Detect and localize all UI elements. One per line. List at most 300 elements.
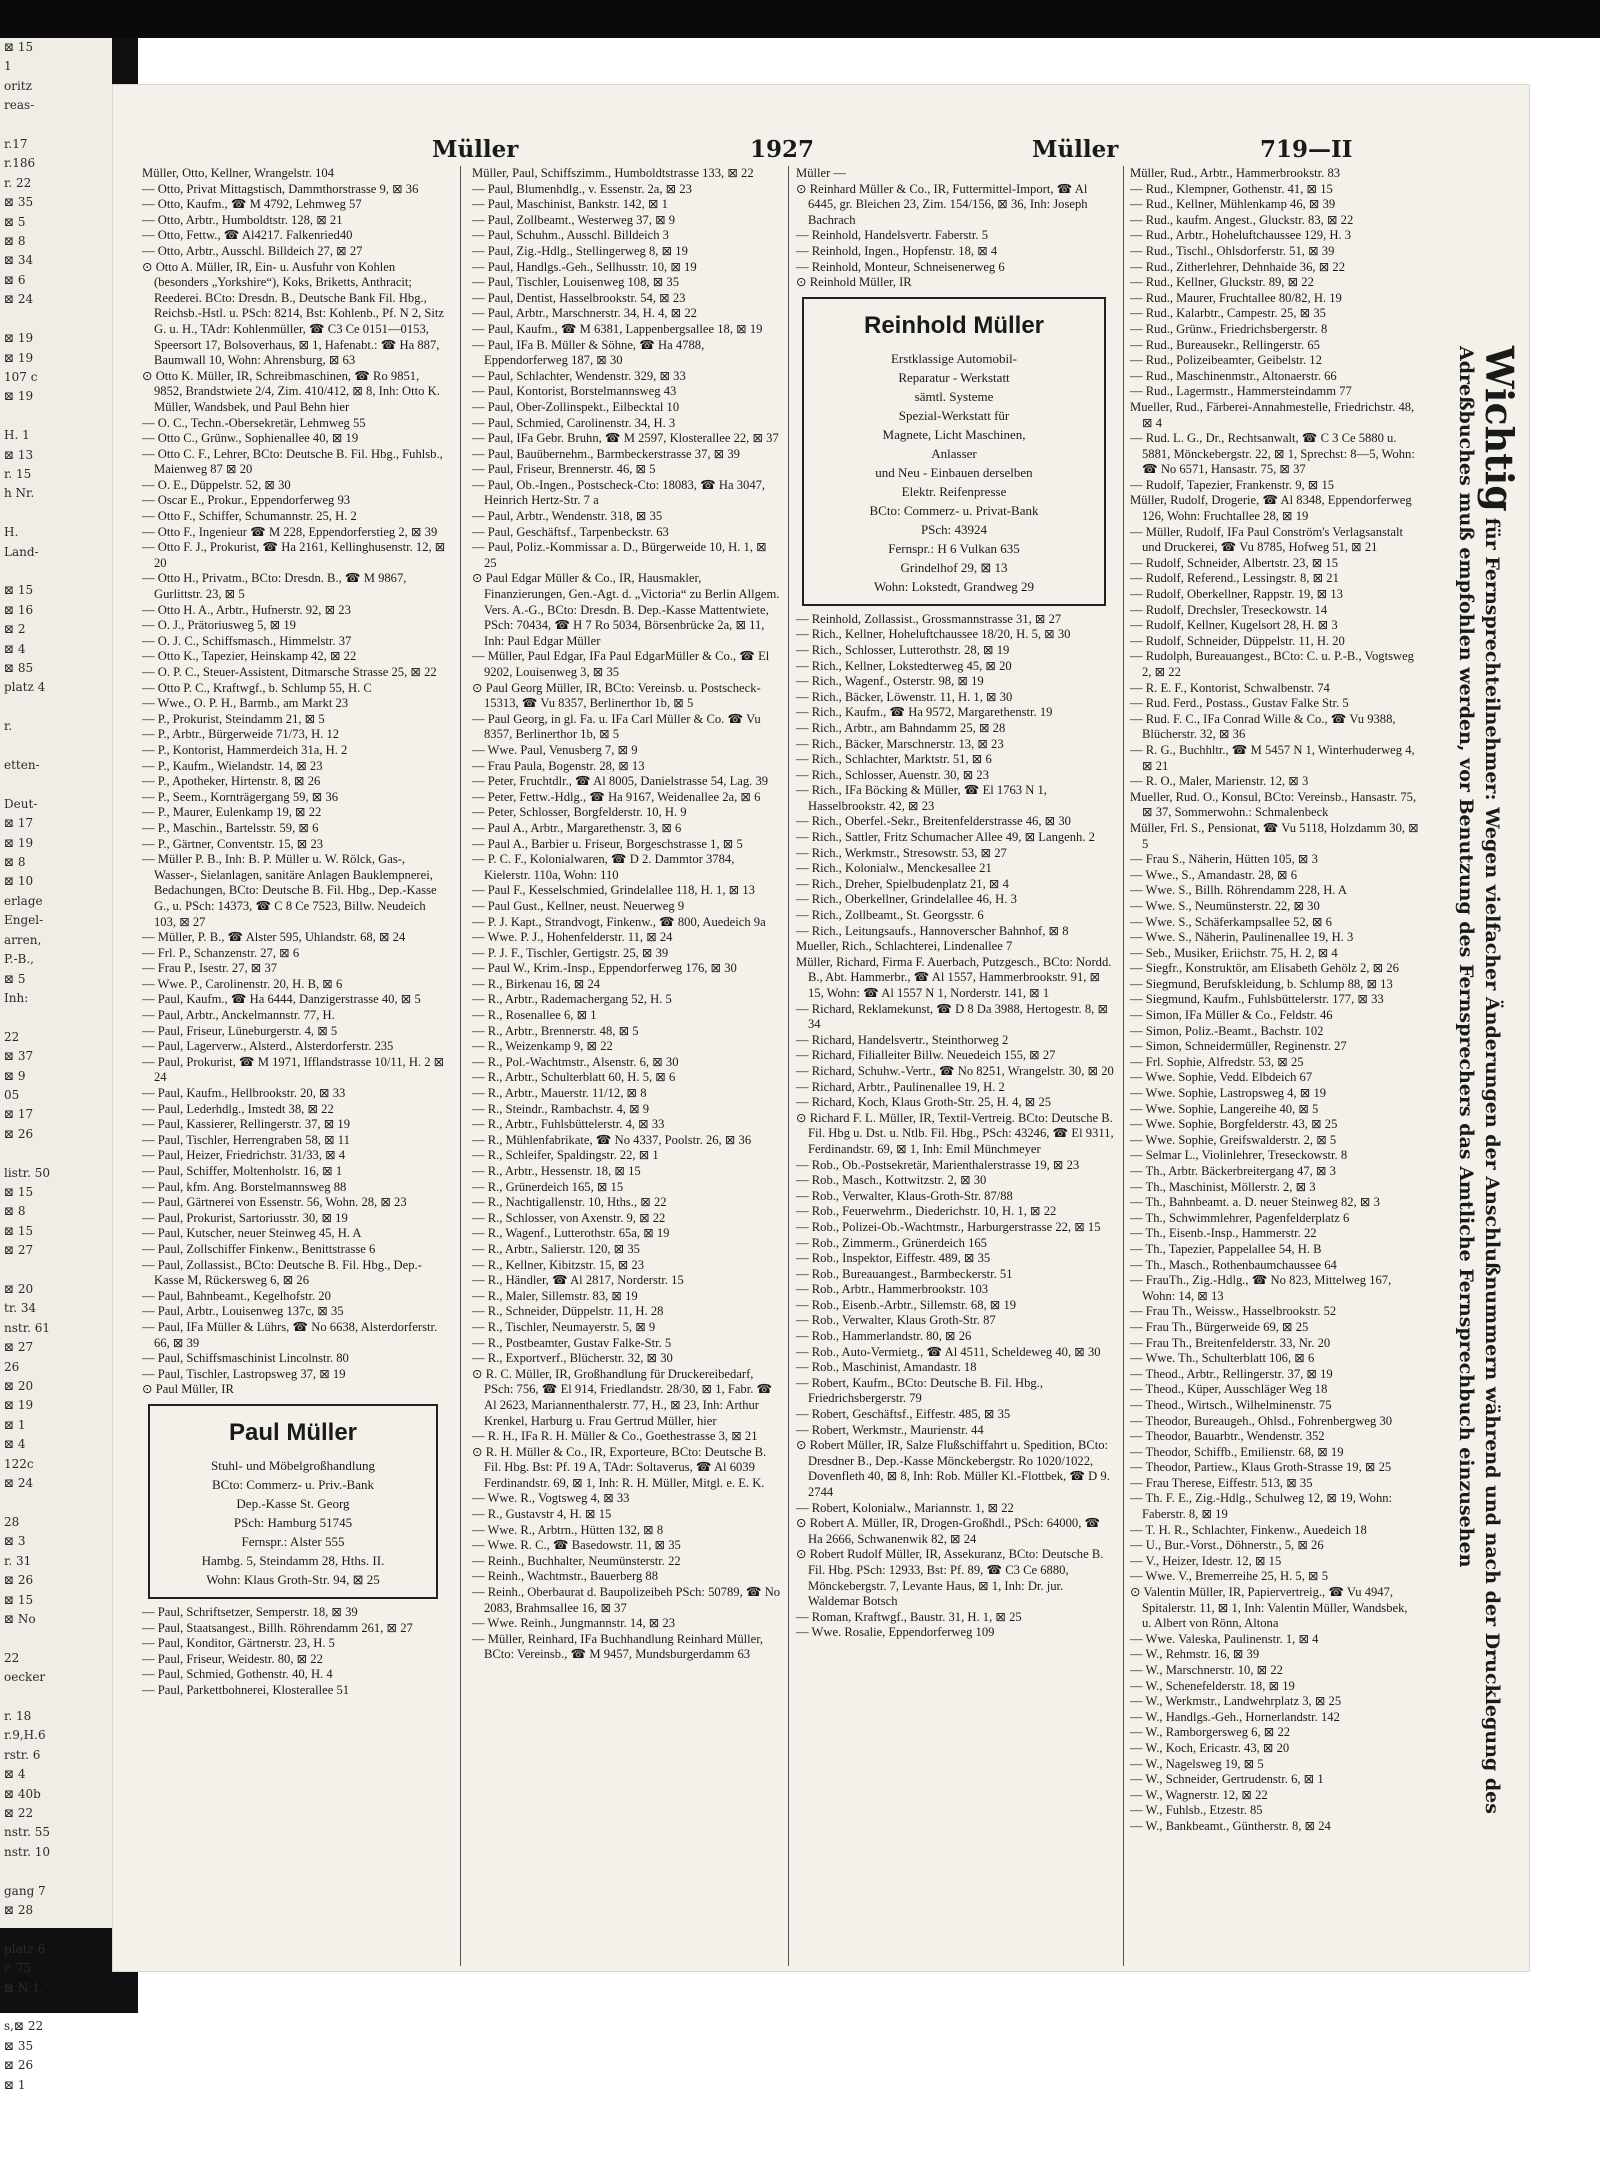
scan-border-top [0,0,1600,38]
directory-entry: — P. J. Kapt., Strandvogt, Finkenw., ☎ 800, Auedeich 9a [472,914,766,929]
directory-entry: — Rich., Bäcker, Löwenstr. 11, H. 1, ⊠ 30 [796,689,1013,704]
directory-entry: — T. H. R., Schlachter, Finkenw., Auedeich 18 [1130,1522,1367,1537]
directory-entry: — Wwe. V., Bremerreihe 25, H. 5, ⊠ 5 [1130,1569,1329,1584]
previous-page-fragment [0,1862,112,1881]
previous-page-fragment: Engel- [4,913,44,928]
directory-entry: — Rud., Bureausekr., Rellingerstr. 65 [1130,337,1320,352]
header-year: 1927 [750,136,815,163]
directory-entry: — Rich., Wagenf., Osterstr. 98, ⊠ 19 [796,674,984,689]
previous-page-fragment: listr. 50 [4,1165,50,1180]
directory-entry: — Rud., Grünw., Friedrichsbergerstr. 8 [1130,321,1328,336]
previous-page-fragment: erlage [4,893,43,908]
directory-entry: — R., Arbtr., Mauerstr. 11/12, ⊠ 8 [472,1086,647,1101]
previous-page-fragment: 05 [4,1087,20,1102]
directory-entry: — Paul, Bahnbeamt., Kegelhofstr. 20 [142,1288,331,1303]
previous-page-fragment: ⊠ 4 [4,1437,26,1452]
previous-page-fragment: 22 [4,1650,20,1665]
directory-entry: — W., Bankbeamt., Güntherstr. 8, ⊠ 24 [1130,1818,1331,1833]
directory-entry: — Theod., Arbtr., Rellingerstr. 37, ⊠ 19 [1130,1366,1333,1381]
directory-entry: — P., Kontorist, Hammerdeich 31a, H. 2 [142,742,348,757]
directory-entry: — Paul, Blumenhdlg., v. Essenstr. 2a, ⊠ 23 [472,181,692,196]
directory-entry: — W., Nagelsweg 19, ⊠ 5 [1130,1756,1264,1771]
advertisement-box [148,1404,438,1599]
directory-entry: — Frau Th., Weissw., Hasselbrookstr. 52 [1130,1304,1337,1319]
directory-entry: — Richard, Schuhw.-Vertr., ☎ No 8251, Wrangelstr. 30, ⊠ 20 [796,1063,1114,1078]
directory-entry: — Paul, Arbtr., Wendenstr. 318, ⊠ 35 [472,509,663,524]
page-header [112,84,1530,166]
previous-page-fragment: nstr. 55 [4,1825,51,1840]
previous-page-fragment: ⊠ 24 [4,1476,34,1491]
previous-page-fragment [0,407,112,426]
directory-entry: ⊙ Otto K. Müller, IR, Schreibmaschinen, ☎ Ro 9851, 9852, Brandstwiete 2/4, Zim. 410/412, ⊠ 8, Inh: Otto K. Müller, Wandsbek, und Paul Behn hier [142,368,440,414]
directory-column-3 [796,166,1116,1966]
column-divider [460,166,461,1966]
directory-entry: — P., Maschin., Bartelsstr. 59, ⊠ 6 [142,820,319,835]
directory-entry: — Rud., Kellner, Gluckstr. 89, ⊠ 22 [1130,275,1314,290]
directory-entry: — R., Schneider, Düppelstr. 11, H. 28 [472,1304,664,1319]
directory-entry: — Rudolf, Tapezier, Frankenstr. 9, ⊠ 15 [1130,477,1335,492]
advertisement-line: Wohn: Lokstedt, Grandweg 29 [874,578,1034,594]
directory-entry: — Theodor, Bureaugeh., Ohlsd., Fohrenbergweg 30 [1130,1413,1393,1428]
directory-entry: — Paul, kfm. Ang. Borstelmannsweg 88 [142,1179,347,1194]
advertisement-line: PSch: 43924 [920,521,988,537]
previous-page-fragment: ⊠ 15 [4,583,34,598]
directory-entry: — R., Pol.-Wachtmstr., Alsenstr. 6, ⊠ 30 [472,1054,679,1069]
previous-page-fragment: 1 [4,59,12,74]
directory-entry: — R., Postbeamter, Gustav Falke-Str. 5 [472,1335,672,1350]
directory-entry: — P., Seem., Kornträgergang 59, ⊠ 36 [142,789,339,804]
directory-entry: — Paul, Heizer, Friedrichstr. 31/33, ⊠ 4 [142,1148,346,1163]
directory-entry: — Paul, Kaufm., ☎ M 6381, Lappenbergsallee 18, ⊠ 19 [472,321,763,336]
directory-entry: — Rud., Kalarbtr., Campestr. 25, ⊠ 35 [1130,306,1326,321]
previous-page-fragment [0,1688,112,1707]
advertisement-line: Wohn: Klaus Groth-Str. 94, ⊠ 25 [206,1571,380,1587]
directory-entry: ⊙ Robert A. Müller, IR, Drogen-Großhdl., PSch: 64000, ☎ Ha 2666, Schwanenwik 82, ⊠ 24 [796,1516,1101,1546]
directory-entry: — Wwe. P. J., Hohenfelderstr. 11, ⊠ 24 [472,930,673,945]
directory-entry: — Otto H. A., Arbtr., Hufnerstr. 92, ⊠ 23 [142,602,351,617]
directory-entry: — Müller, P. B., ☎ Alster 595, Uhlandstr. 68, ⊠ 24 [142,930,406,945]
directory-entry: — Th. F. E., Zig.-Hdlg., Schulweg 12, ⊠ 19, Wohn: Faberstr. 8, ⊠ 19 [1130,1491,1393,1522]
directory-entry: ⊙ Valentin Müller, IR, Papiervertreig., ☎ Vu 4947, Spitalerstr. 11, ⊠ 1, Inh: Valentin Müller, Wandsbek, u. Albert von Rönn, Altona [1130,1585,1408,1631]
directory-entry: — Rich., Arbtr., am Bahndamm 25, ⊠ 28 [796,720,1006,735]
directory-entry: — Siegfr., Konstruktör, am Elisabeth Gehölz 2, ⊠ 26 [1130,961,1399,976]
previous-page-fragment: nstr. 10 [4,1844,51,1859]
directory-entry: — Paul, Staatsangest., Billh. Röhrendamm 261, ⊠ 27 [142,1620,413,1635]
directory-entry: — Otto, Privat Mittagstisch, Dammthorstrasse 9, ⊠ 36 [142,181,419,196]
previous-page-fragment: ⊠ 26 [4,2058,34,2073]
previous-page-fragment: r. 18 [4,1708,32,1723]
previous-page-fragment [0,1920,112,1939]
directory-entry: — R., Arbtr., Salierstr. 120, ⊠ 35 [472,1241,640,1256]
directory-entry: — Paul A., Arbtr., Margarethenstr. 3, ⊠ 6 [472,820,682,835]
directory-entry: — P., Arbtr., Bürgerweide 71/73, H. 12 [142,727,340,742]
directory-entry: — Richard, Arbtr., Paulinenallee 19, H. 2 [796,1079,1005,1094]
directory-entry: — Otto F. J., Prokurist, ☎ Ha 2161, Kellinghusenstr. 12, ⊠ 20 [142,540,446,570]
directory-entry: — P. C. F., Kolonialwaren, ☎ D 2. Dammtor 3784, Kielerstr. 110a, Wohn: 110 [472,852,735,882]
previous-page-fragment: ⊠ 15 [4,1592,34,1607]
directory-entry: — Wwe. S., Schäferkampsallee 52, ⊠ 6 [1130,914,1332,929]
directory-entry: — Paul, Kontorist, Borstelmannsweg 43 [472,384,677,399]
directory-entry: — Rob., Bureauangest., Barmbeckerstr. 51 [796,1266,1013,1281]
directory-entry: — W., Rehmstr. 16, ⊠ 39 [1130,1647,1260,1662]
advertisement-line: PSch: Hamburg 51745 [233,1514,353,1530]
directory-entry: — Rich., Kellner, Hoheluftchaussee 18/20, H. 5, ⊠ 30 [796,627,1071,642]
previous-page-fragment [0,504,112,523]
directory-entry: — Paul, Zollassist., BCto: Deutsche B. Fil. Hbg., Dep.-Kasse M, Rückersweg 6, ⊠ 26 [142,1257,422,1288]
directory-entry: — Frl. Sophie, Alfredstr. 53, ⊠ 25 [1130,1054,1304,1069]
directory-entry: Müller — [796,166,847,180]
directory-entry: — Paul, Ober-Zollinspekt., Eilbecktal 10 [472,399,680,414]
directory-page [112,84,1530,1972]
directory-entry: — Rich., Sattler, Fritz Schumacher Allee 49, ⊠ Langenh. 2 [796,830,1095,845]
directory-entry: — FrauTh., Zig.-Hdlg., ☎ No 823, Mittelweg 167, Wohn: 14, ⊠ 13 [1130,1273,1392,1303]
previous-page-fragment [0,1144,112,1163]
previous-page-fragment: ⊠ 10 [4,874,34,889]
directory-entry: — Wwe. Sophie, Langereihe 40, ⊠ 5 [1130,1101,1319,1116]
previous-page-fragment: 122c [4,1456,34,1471]
previous-page-fragment: arren, [4,932,42,947]
directory-entry: — W., Werkmstr., Landwehrplatz 3, ⊠ 25 [1130,1694,1342,1709]
directory-entry: — Rudolf, Schneider, Albertstr. 23, ⊠ 15 [1130,555,1339,570]
directory-entry: — Otto C., Grünw., Sophienallee 40, ⊠ 19 [142,431,359,446]
directory-entry: — Richard, Reklamekunst, ☎ D 8 Da 3988, Hertogestr. 8, ⊠ 34 [796,1001,1108,1032]
directory-entry: — Wwe. Sophie, Vedd. Elbdeich 67 [1130,1070,1313,1085]
directory-entry: — Rich., Kolonialw., Menckesallee 21 [796,861,992,876]
directory-entry: — Paul, Schiffer, Moltenholstr. 16, ⊠ 1 [142,1164,343,1178]
notice-text: für Fernsprechteilnehmer: Wegen vielfacher Änderungen der Anschlußnummern während und nach der Drucklegung des Adreßbuches muß empfohlen werden, vor Benutzung des Fernsprechers das Amtliche Fernsprechbuch einzusehen [1455,346,1503,1814]
previous-page-fragment: ⊠ 3 [4,1534,26,1549]
previous-page-fragment: platz 6 [4,1941,46,1956]
directory-entry: — Reinh., Buchhalter, Neumünsterstr. 22 [472,1553,681,1568]
previous-page-fragment: ⊠ 4 [4,1767,26,1782]
directory-entry: — Wwe. Sophie, Lastropsweg 4, ⊠ 19 [1130,1086,1327,1101]
previous-page-fragment: ⊠ 24 [4,292,34,307]
directory-entry: — Rich., Oberkellner, Grindelallee 46, H. 3 [796,892,1017,907]
directory-entry: — Rob., Ob.-Postsekretär, Marienthalerstrasse 19, ⊠ 23 [796,1157,1080,1172]
directory-entry: — R., Weizenkamp 9, ⊠ 22 [472,1039,613,1054]
previous-page-fragment [0,737,112,756]
advertisement-line: Fernspr.: Alster 555 [241,1533,345,1549]
directory-entry: — W., Schneider, Gertrudenstr. 6, ⊠ 1 [1130,1772,1324,1787]
directory-entry: — Paul, Lagerverw., Alsterd., Alsterdorferstr. 235 [142,1039,394,1054]
directory-entry: — Paul, Arbtr., Louisenweg 137c, ⊠ 35 [142,1304,344,1319]
previous-page-fragment: oecker [4,1670,46,1685]
directory-column-1 [142,166,448,1966]
directory-entry: — Wwe. Paul, Venusberg 7, ⊠ 9 [472,742,638,757]
previous-page-fragment: 28 [4,1514,20,1529]
directory-entry: — P., Apotheker, Hirtenstr. 8, ⊠ 26 [142,774,321,789]
previous-page-fragment: Deut- [4,796,38,811]
directory-entry: — R., Wagenf., Lutterothstr. 65a, ⊠ 19 [472,1226,670,1241]
directory-entry: ⊙ R. H. Müller & Co., IR, Exporteure, BCto: Deutsche B. Fil. Hbg. Bst: Pf. 19 A, TAdr: Soltaverus, ☎ Al 6039 Ferdinandstr. 69, ⊠ 1, Inh: R. H. Müller, Mitgl. e. E. K. [472,1444,767,1490]
directory-entry: — Richard, Filialleiter Billw. Neuedeich 155, ⊠ 27 [796,1048,1056,1063]
directory-entry: — Paul, Schlachter, Wendenstr. 329, ⊠ 33 [472,368,686,383]
directory-entry: — R. H., IFa R. H. Müller & Co., Goethestrasse 3, ⊠ 21 [472,1429,758,1444]
directory-entry: — Wwe., S., Amandastr. 28, ⊠ 6 [1130,867,1298,882]
directory-entry: — Otto P. C., Kraftwgf., b. Schlump 55, H. C [142,680,372,695]
directory-entry: — Th., Tapezier, Pappelallee 54, H. B [1130,1241,1322,1256]
directory-entry: — Th., Maschinist, Möllerstr. 2, ⊠ 3 [1130,1179,1316,1194]
directory-entry: — Rud., Maschinenmstr., Altonaerstr. 66 [1130,368,1337,383]
directory-entry: — O. C., Techn.-Obersekretär, Lehmweg 55 [142,415,366,430]
previous-page-fragment: platz 4 [4,680,46,695]
advertisement-title: Paul Müller [228,1418,358,1446]
directory-column-2 [472,166,782,1966]
directory-entry: — Paul, Tischler, Herrengraben 58, ⊠ 11 [142,1132,350,1147]
directory-entry: — Reinh., Wachtmstr., Bauerberg 88 [472,1569,658,1584]
previous-page-fragment: nstr. 61 [4,1320,51,1335]
previous-page-fragment: ⊠ 8 [4,234,26,249]
directory-entry: — R., Birkenau 16, ⊠ 24 [472,976,601,991]
directory-entry: — Rich., Oberfel.-Sekr., Breitenfelderstrasse 46, ⊠ 30 [796,814,1071,829]
previous-page-fragment: r.17 [4,137,28,152]
directory-entry: — Reinhold, Monteur, Schneisenerweg 6 [796,259,1005,274]
previous-page-fragment: ⊠ 34 [4,253,34,268]
directory-entry: — Rud., Lagermstr., Hammersteindamm 77 [1130,384,1352,399]
directory-entry: — Paul, Kassierer, Rellingerstr. 37, ⊠ 19 [142,1117,351,1132]
directory-entry: — Paul, Kutscher, neuer Steinweg 45, H. A [142,1226,362,1241]
directory-entry: — R., Kellner, Kibitzstr. 15, ⊠ 23 [472,1257,645,1272]
previous-page-fragment: r.186 [4,156,36,171]
directory-entry: ⊙ Paul Müller, IR [142,1382,234,1397]
directory-entry: — Theod., Küper, Ausschläger Weg 18 [1130,1382,1328,1397]
directory-entry: — Otto, Arbtr., Humboldtstr. 128, ⊠ 21 [142,212,343,227]
directory-entry: — P., Prokurist, Steindamm 21, ⊠ 5 [142,711,325,726]
directory-entry: — Rud., Kellner, Mühlenkamp 46, ⊠ 39 [1130,197,1336,212]
previous-page-edge [0,38,112,2092]
directory-entry: — Wwe. R., Arbtrn., Hütten 132, ⊠ 8 [472,1522,664,1537]
directory-entry: — Paul, Arbtr., Marschnerstr. 34, H. 4, ⊠ 22 [472,306,697,321]
directory-entry: — Paul W., Krim.-Insp., Eppendorferweg 176, ⊠ 30 [472,961,737,976]
previous-page-fragment: H. 1 [4,428,30,443]
advertisement-line: Magnete, Licht Maschinen, [882,426,1026,442]
previous-page-fragment [0,310,112,329]
directory-entry: — Wwe. Sophie, Greifswalderstr. 2, ⊠ 5 [1130,1132,1337,1147]
directory-entry: ⊙ Reinhold Müller, IR [796,275,912,290]
directory-entry: — W., Ramborgersweg 6, ⊠ 22 [1130,1725,1291,1740]
previous-page-fragment: ⊠ 40b [4,1786,41,1801]
directory-entry: — Paul, Konditor, Gärtnerstr. 23, H. 5 [142,1636,335,1651]
directory-entry: — Paul, Poliz.-Kommissar a. D., Bürgerweide 10, H. 1, ⊠ 25 [472,540,767,570]
previous-page-fragment: r. 31 [4,1553,32,1568]
directory-entry: — R., Rosenallee 6, ⊠ 1 [472,1008,597,1023]
previous-page-fragment: ⊠ 27 [4,1243,34,1258]
previous-page-fragment: Inh: [4,990,29,1005]
directory-entry: — Rud. F. C., IFa Conrad Wille & Co., ☎ Vu 9388, Blücherstr. 32, ⊠ 36 [1130,711,1396,742]
directory-entry: — Paul, Tischler, Louisenweg 108, ⊠ 35 [472,275,679,290]
previous-page-fragment [0,562,112,581]
directory-entry: Müller, Paul, Schiffszimm., Humboldtstrasse 133, ⊠ 22 [472,166,754,180]
previous-page-fragment: tr. 34 [4,1301,37,1316]
directory-entry: — R. E. F., Kontorist, Schwalbenstr. 74 [1130,680,1330,695]
directory-entry: — R., Arbtr., Fuhlsbüttelerstr. 4, ⊠ 33 [472,1117,665,1132]
directory-entry: — Th., Bahnbeamt. a. D. neuer Steinweg 82, ⊠ 3 [1130,1195,1380,1210]
previous-page-fragment: s,⊠ 22 [4,2019,44,2034]
directory-entry: — Wwe. Sophie, Borgfelderstr. 43, ⊠ 25 [1130,1117,1338,1132]
previous-page-fragment [0,698,112,717]
directory-entry: — Reinhold, Handelsvertr. Faberstr. 5 [796,228,989,243]
previous-page-fragment: P.-B., [4,952,34,967]
directory-entry: — Paul, Zollbeamt., Westerweg 37, ⊠ 9 [472,212,676,227]
previous-page-fragment [0,775,112,794]
directory-entry: — Paul, Lederhdlg., Imstedt 38, ⊠ 22 [142,1101,334,1116]
previous-page-fragment: ⊠ 37 [4,1049,34,1064]
previous-page-fragment: r. 15 [4,466,32,481]
directory-entry: — Otto, Kaufm., ☎ M 4792, Lehmweg 57 [142,197,362,212]
previous-page-fragment [0,116,112,135]
advertisement-line: Erstklassige Automobil- [890,350,1018,366]
directory-entry: — Otto, Fettw., ☎ Al4217. Falkenried40 [142,228,353,243]
previous-page-fragment: 107 c [4,369,38,384]
previous-page-fragment: ⊠ 5 [4,214,26,229]
previous-page-fragment: r. [4,719,13,734]
directory-entry: — Paul, Geschäftsf., Tarpenbeckstr. 63 [472,524,669,539]
directory-entry: ⊙ Paul Edgar Müller & Co., IR, Hausmakler, Finanzierungen, Gen.-Agt. d. „Victoria“ zu Berlin Allgem. Vers. A.-G., BCto: Dresdn. B. Dep.-Kasse Mattentwiete, PSch: 70434, ☎ H 7 Ro 5034, Börsenbrücke 2a, ⊠ 11, Inh: Paul Edgar Müller [472,571,780,648]
advertisement-line: BCto: Commerz- u. Priv.-Bank [211,1476,374,1492]
directory-entry: — Wwe. R. C., ☎ Basedowstr. 11, ⊠ 35 [472,1538,681,1553]
previous-page-fragment [0,1493,112,1512]
directory-entry: — Paul, Kaufm., ☎ Ha 6444, Danzigerstrasse 40, ⊠ 5 [142,992,421,1007]
directory-entry: — Rudolf, Referend., Lessingstr. 8, ⊠ 21 [1130,571,1339,586]
directory-entry: — O. J. C., Schiffsmasch., Himmelstr. 37 [142,633,352,648]
directory-entry: — Rich., Bäcker, Marschnerstr. 13, ⊠ 23 [796,736,1004,751]
directory-entry: Mueller, Rud. O., Konsul, BCto: Vereinsb., Hansastr. 75, ⊠ 37, Sommerwohn.: Schmalenbeck [1130,789,1417,820]
directory-entry: — U., Bur.-Vorst., Döhnerstr., 5, ⊠ 26 [1130,1538,1324,1553]
directory-entry: — Rich., Schlachter, Marktstr. 51, ⊠ 6 [796,752,992,767]
previous-page-fragment: ⊠ N 1, [4,1980,44,1995]
directory-entry: ⊙ Robert Rudolf Müller, IR, Assekuranz, BCto: Deutsche B. Fil. Hbg. PSch: 12933, Bst: Pf. 89, ☎ C3 Ce 6880, Mönckebergstr. 7, Levante Haus, ⊠ 1, Inh: Dr. jur. Waldemar Botsch [796,1547,1104,1609]
directory-entry: — R., Exportverf., Blücherstr. 32, ⊠ 30 [472,1351,673,1366]
directory-entry: — Peter, Fruchtdlr., ☎ Al 8005, Danielstrasse 54, Lag. 39 [472,774,769,789]
directory-entry: — Selmar L., Violinlehrer, Treseckowstr. 8 [1130,1148,1348,1163]
directory-entry: — R., Steindr., Rambachstr. 4, ⊠ 9 [472,1101,650,1116]
previous-page-fragment: r.9,H.6 [4,1728,46,1743]
previous-page-fragment: ⊠ 19 [4,389,34,404]
advertisement-line: Fernspr.: H 6 Vulkan 635 [888,540,1020,556]
directory-entry: — Paul, Friseur, Brennerstr. 46, ⊠ 5 [472,462,656,477]
previous-page-fragment: ⊠ 15 [4,1184,34,1199]
directory-entry: — Reinhold, Zollassist., Grossmannstrasse 31, ⊠ 27 [796,611,1062,626]
directory-entry: — Frau Therese, Eiffestr. 513, ⊠ 35 [1130,1475,1313,1490]
directory-entry: — Otto K., Tapezier, Heinskamp 42, ⊠ 22 [142,649,357,664]
header-page-number: 719—II [1260,136,1353,163]
directory-entry: — P., Kaufm., Wielandstr. 14, ⊠ 23 [142,758,323,773]
previous-page-fragment: ⊠ 16 [4,602,34,617]
previous-page-fragment: ⊠ 8 [4,1204,26,1219]
directory-entry: — Rich., Schlosser, Lutterothstr. 28, ⊠ 19 [796,642,1010,657]
directory-entry: — Siegmund, Berufskleidung, b. Schlump 88, ⊠ 13 [1130,976,1393,991]
directory-entry: — R., Arbtr., Rademachergang 52, H. 5 [472,992,672,1007]
directory-entry: — Paul, Parkettbohnerei, Klosterallee 51 [142,1682,350,1697]
directory-entry: — Paul, Friseur, Weidestr. 80, ⊠ 22 [142,1651,323,1666]
telephone-notice [1452,346,1522,1846]
directory-entry: — R., Grünerdeich 165, ⊠ 15 [472,1179,624,1194]
directory-entry: — Rich., Zollbeamt., St. Georgsstr. 6 [796,908,984,923]
directory-entry: — Rud., kaufm. Angest., Gluckstr. 83, ⊠ 22 [1130,212,1354,227]
previous-page-fragment: ⊠ 26 [4,1573,34,1588]
directory-entry: — Paul, Arbtr., Anckelmannstr. 77, H. [142,1008,335,1023]
directory-entry: — Rud., Zitherlehrer, Dehnhaide 36, ⊠ 22 [1130,259,1345,274]
previous-page-fragment: ⊠ 1 [4,2077,26,2092]
previous-page-fragment: ⊠ 19 [4,331,34,346]
directory-entry: — R., Schlosser, von Axenstr. 9, ⊠ 22 [472,1210,666,1225]
previous-page-fragment [0,1998,112,2017]
directory-entry: — Rob., Verwalter, Klaus-Groth-Str. 87/88 [796,1188,1013,1203]
directory-entry: ⊙ Paul Georg Müller, IR, BCto: Vereinsb. u. Postscheck- 15313, ☎ Vu 8357, Berlinerthor 1b, ⊠ 5 [472,680,761,711]
directory-entry: — Seb., Musiker, Eriichstr. 75, H. 2, ⊠ 4 [1130,945,1338,960]
directory-entry: — Wwe. Th., Schulterblatt 106, ⊠ 6 [1130,1351,1315,1366]
directory-entry: — O. E., Düppelstr. 52, ⊠ 30 [142,477,291,492]
previous-page-fragment: ⊠ 9 [4,1068,26,1083]
directory-entry: — Otto H., Privatm., BCto: Dresdn. B., ☎ M 9867, Gurlittstr. 23, ⊠ 5 [142,571,407,602]
directory-entry: — Frau P., Isestr. 27, ⊠ 37 [142,961,278,976]
previous-page-fragment: ⊠ 28 [4,1903,34,1917]
directory-entry: — W., Fuhlsb., Etzestr. 85 [1130,1803,1263,1818]
directory-entry: — Wwe., O. P. H., Barmb., am Markt 23 [142,696,349,711]
directory-entry: — Simon, IFa Müller & Co., Feldstr. 46 [1130,1008,1333,1023]
directory-entry: — R., Nachtigallenstr. 10, Hths., ⊠ 22 [472,1195,667,1210]
notice-headline: Wichtig [1477,346,1522,512]
previous-page-fragment: Land- [4,544,39,559]
directory-entry: — Rich., Schlosser, Auenstr. 30, ⊠ 23 [796,767,990,782]
previous-page-fragment: ⊠ 27 [4,1340,34,1355]
directory-entry: — Paul, Schmied, Gothenstr. 40, H. 4 [142,1667,333,1682]
directory-entry: — R., Händler, ☎ Al 2817, Norderstr. 15 [472,1273,684,1288]
directory-entry: — Richard, Koch, Klaus Groth-Str. 25, H. 4, ⊠ 25 [796,1095,1052,1110]
previous-page-fragment: ⊠ 2 [4,622,26,637]
previous-page-fragment: ⊠ 19 [4,350,34,365]
advertisement-line: Spezial-Werkstatt für [898,407,1010,423]
directory-entry: — Frau Paula, Bogenstr. 28, ⊠ 13 [472,758,645,773]
previous-page-fragment: gang 7 [4,1883,46,1898]
directory-entry: — Paul, Maschinist, Bankstr. 142, ⊠ 1 [472,197,668,212]
directory-entry: — Rob., Feuerwehrm., Diederichstr. 10, H. 1, ⊠ 22 [796,1204,1057,1219]
advertisement-line: Elektr. Reifenpresse [901,483,1007,499]
directory-entry: Müller, Richard, Firma F. Auerbach, Putzgesch., BCto: Nordd. B., Abt. Hammerbr., ☎ Al 1557, Hammerbrookstr. 91, ⊠ 15, Wohn: ☎ Al 1557 N 1, Norderstr. 141, ⊠ 1 [796,954,1112,1000]
directory-entry: — Paul, Bauübernehm., Barmbeckerstrasse 37, ⊠ 39 [472,446,740,461]
directory-entry: — Müller, Paul Edgar, IFa Paul EdgarMüller & Co., ☎ El 9202, Louisenweg 3, ⊠ 35 [472,649,770,679]
previous-page-fragment: ⊠ 22 [4,1805,34,1820]
directory-entry: — Wwe. Reinh., Jungmannstr. 14, ⊠ 23 [472,1616,676,1631]
directory-entry: — R. O., Maler, Marienstr. 12, ⊠ 3 [1130,774,1309,789]
advertisement-line: Anlasser [931,445,977,461]
directory-entry: — Rud., Arbtr., Hoheluftchaussee 129, H. 3 [1130,228,1352,243]
directory-entry: — Paul, Schriftsetzer, Semperstr. 18, ⊠ 39 [142,1604,358,1619]
directory-entry: — Paul, Prokurist, ☎ M 1971, Ifflandstrasse 10/11, H. 2 ⊠ 24 [142,1054,445,1085]
column-divider [1123,166,1124,1966]
previous-page-fragment: ⊠ 15 [4,40,34,54]
directory-entry: — Wwe. S., Neumünsterstr. 22, ⊠ 30 [1130,898,1320,913]
directory-entry: — Rob., Polizei-Ob.-Wachtmstr., Harburgerstrasse 22, ⊠ 15 [796,1219,1101,1234]
directory-entry: — R., Schleifer, Spaldingstr. 22, ⊠ 1 [472,1148,659,1163]
directory-entry: — Paul Georg, in gl. Fa. u. IFa Carl Müller & Co. ☎ Vu 8357, Berlinerthor 1b, ⊠ 5 [472,711,761,742]
advertisement-line: Grindelhof 29, ⊠ 13 [900,559,1008,575]
directory-entry: — Rob., Hammerlandstr. 80, ⊠ 26 [796,1329,972,1344]
directory-entry: — W., Koch, Ericastr. 43, ⊠ 20 [1130,1740,1290,1755]
directory-entry: — Paul, Handlgs.-Geh., Sellhusstr. 10, ⊠ 19 [472,259,697,274]
directory-entry: ⊙ Reinhard Müller & Co., IR, Futtermittel-Import, ☎ Al 6445, gr. Bleichen 23, Zim. 154/156, ⊠ 36, Inh: Joseph Bachrach [796,181,1088,227]
previous-page-fragment: 26 [4,1359,20,1374]
previous-page-fragment: ⊠ 19 [4,1398,34,1413]
directory-entry: — P. J. F., Tischler, Gertigstr. 25, ⊠ 39 [472,945,669,960]
directory-entry: — Wwe. Valeska, Paulinenstr. 1, ⊠ 4 [1130,1631,1319,1646]
directory-entry: — Rob., Auto-Vermietg., ☎ Al 4511, Scheldeweg 40, ⊠ 30 [796,1344,1101,1359]
directory-entry: — Paul, IFa B. Müller & Söhne, ☎ Ha 4788, Eppendorferweg 187, ⊠ 30 [472,337,705,368]
advertisement-box [802,297,1106,606]
directory-entry: — Paul, Kaufm., Hellbrookstr. 20, ⊠ 33 [142,1086,346,1101]
directory-entry: — Müller P. B., Inh: B. P. Müller u. W. Rölck, Gas-, Wasser-, Sielanlagen, sanitäre Anlagen Bauklempnerei, Bedachungen, BCto: Deutsche B. Fil. Hbg., Dep.-Kasse G., u. PSch: 14373, ☎ C 8 Ce 7523, Billw. Neudeich 103, ⊠ 27 [142,852,437,929]
directory-entry: — Müller, Reinhard, IFa Buchhandlung Reinhard Müller, BCto: Vereinsb., ☎ M 9457, Mundsburgerdamm 63 [472,1631,764,1662]
